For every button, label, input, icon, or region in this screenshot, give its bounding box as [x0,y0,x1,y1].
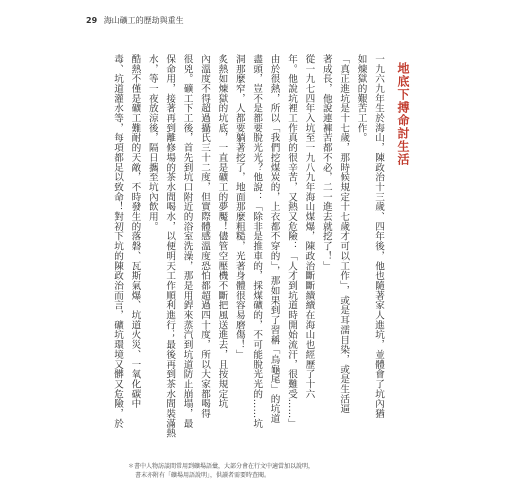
text-column: 酷熱不僅是礦工難耐的天敵，不時發生的落磐、瓦斯氣爆、坑道火災、一氧化碳中 [129,54,141,409]
text-column: 很兇。礦工下工後，首先到坑口附近的浴室洗澡，那是用銲來蒸汽到坑道防止崩塌，最 [181,54,193,429]
text-column: 炙熱如煉獄的坑底，一直是礦工的夢魘！儘管空壓機不斷把風送進去，且按規定坑 [216,54,228,409]
text-column: 一九六九年生於海山，陳政治十三歲、四年後，他也隨著家人進坑，並體會了坑內猶 [373,54,384,419]
text-column: 洞那麼窄，人都要躺著挖了，地面那麼粗糙，光著身體很容易磨傷！」 [233,54,245,360]
footnote [128,462,314,480]
text-column: 內溫度不得超過攝氏三十二度，但實際體感溫度恐怕都超過四十度，所以大家都喝得 [199,54,210,419]
text-column: 如煉獄的艱苦工作。 [355,54,367,143]
text-column: 由於很熱，所以「我們挖煤炭的，上衣都不穿的」，那如果到了習稱「烏龜尾」的坑道 [268,54,280,424]
footnote-line-1: ＊書中人物訪談間常用到礦場語彙，大部分會在行文中適當加以說明， [128,463,315,470]
page-number: 29 [86,16,98,25]
text-column: 水，等一夜放涼後，隔日攜至坑內飲用。 [146,54,158,232]
section-title: 地底下搏命討生活 [396,62,410,166]
running-title: 海山礦工的歷劫與重生 [103,16,184,25]
text-column: 毒、坑道灌水等，每項都足以致命！對初下坑的陳政治而言，礦坑環境又髒又危險，於 [112,54,123,429]
text-column: 「真正進坑是十七歲，那時候規定十七歲才可以工作」，或是耳濡目染，或是生活逼 [338,54,350,414]
text-column: 從一九七四年入坑至一九八九年海山煤爆，陳政治斷斷續續在海山也經歷了十六 [303,54,315,399]
footnote-line-2: 書末亦附有「礦場用語說明」，供讀者需要時查閱。 [135,472,271,479]
running-header [86,15,184,26]
text-column: 盡頭，豈不是都要脫光光？他說：「除非是推車的，採煤礦的，不可能脫光光的……坑 [251,54,263,429]
text-column: 著成長，他說連褲苦都不必，二一進去就挖了！」 [320,54,332,271]
text-column: 保命用，接著再到離修場的茶水間喝水，以便明天工作順利進行；最後再到茶水間裝滿熱 [164,54,176,439]
vertical-text-body [110,54,410,454]
text-column: 年。他說坑裡工作真的很辛苦，又熱又危險：「人才到坑道時開始流汗，很難受……」 [286,54,297,429]
